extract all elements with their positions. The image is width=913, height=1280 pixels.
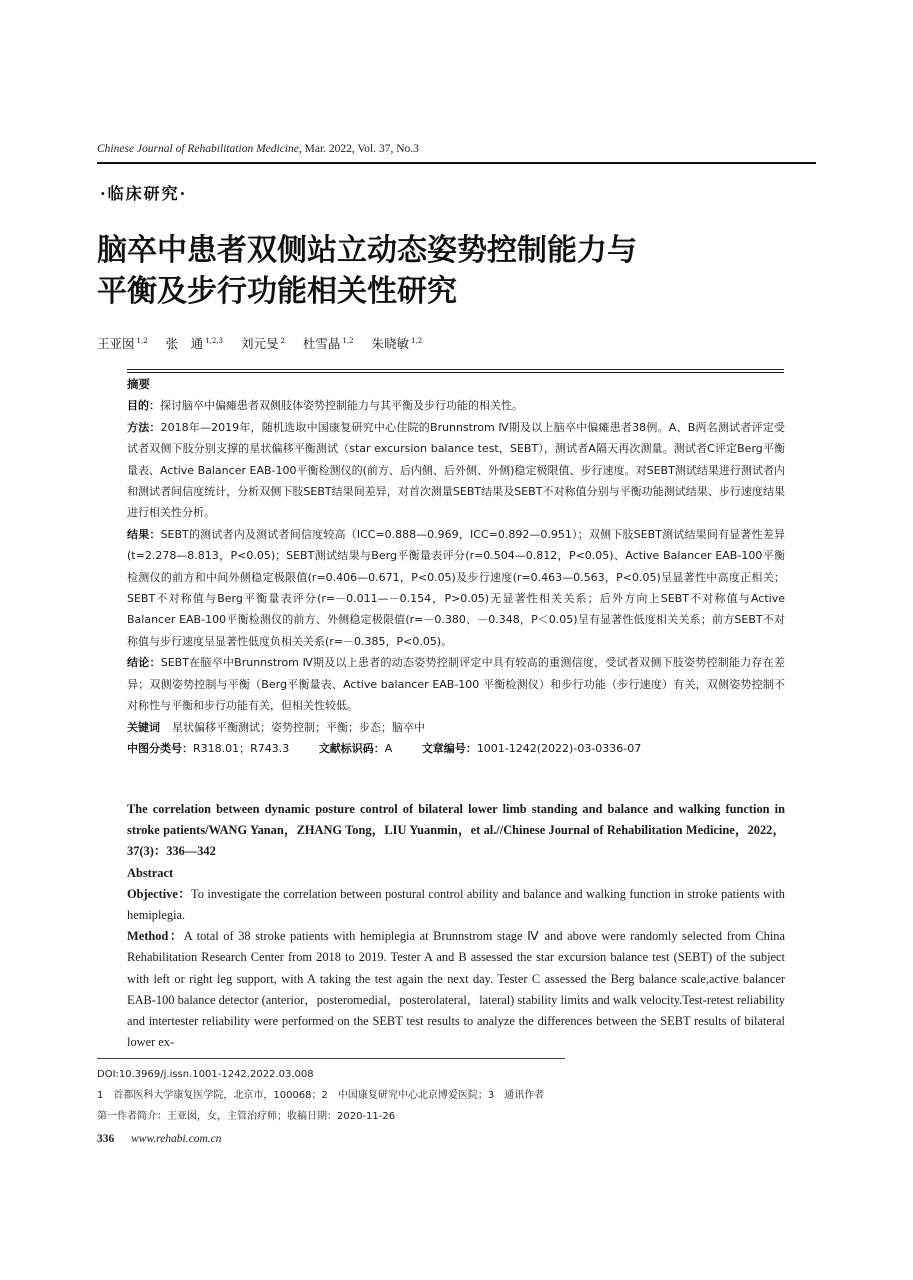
journal-name: Chinese Journal of Rehabilitation Medicine, bbox=[97, 143, 302, 155]
title-line-2: 平衡及步行功能相关性研究 bbox=[97, 274, 457, 309]
author: 王亚囡 $^{1,2}$ bbox=[97, 336, 148, 351]
section-tag: ·临床研究· bbox=[100, 184, 188, 203]
en-method: Method：A total of 38 stroke patients with hemiplegia at Brunnstrom stage Ⅳ and above were randomly selected from China Rehabilitation Research Center from 2018 to 2019. Tester A and B assessed the star excursion balance test (SEBT) of the subject with left or right leg support, with A taking the test again the next day. Tester C assessed the Berg balance scale,active balancer EAB-100 balance detector (anterior，posteromedial，posterolateral，lateral) stability limits and walk velocity.Test-retest reliability and intertester reliability were performed on the SEBT test results to analyze the differences between the SEBT results of bilateral lower ex- bbox=[127, 929, 785, 1050]
author: 杜雪晶 $^{1,2}$ bbox=[302, 336, 354, 351]
abstract-rule bbox=[127, 369, 784, 370]
author: 朱晓敏 $^{1,2}$ bbox=[371, 336, 423, 351]
en-abstract bbox=[127, 799, 785, 1053]
author-list bbox=[97, 334, 436, 352]
classification-row: 中图分类号：R318.01；R743.3 文献标识码：A 文章编号：1001-1242(2022)-03-0336-07 bbox=[127, 741, 642, 755]
en-objective: Objective：To investigate the correlation between postural control ability and balance and walking function in stroke patients with hemiplegia. bbox=[127, 886, 785, 923]
abstract-rule bbox=[127, 372, 784, 373]
journal-url: www.rehabi.com.cn bbox=[131, 1133, 222, 1145]
cn-conclusion: 结论：SEBT在脑卒中Brunnstrom Ⅳ期及以上患者的动态姿势控制评定中具有较高的重测信度，受试者双侧下肢姿势控制能力存在差异；双侧姿势控制与平衡（Berg平衡量表、Active balancer EAB-100 平衡检测仪）和步行功能（步行速度）有关，双侧姿势控制不对称性与平衡和步行功能有关，但相关性较低。 bbox=[127, 656, 785, 713]
page-number: 336 bbox=[97, 1133, 115, 1145]
first-author-info: 第一作者简介：王亚囡，女，主管治疗师；收稿日期：2020-11-26 bbox=[97, 1111, 396, 1122]
en-abstract-heading: Abstract bbox=[127, 865, 174, 880]
cn-result: 结果：SEBT的测试者内及测试者间信度较高（ICC=0.888—0.969，ICC=0.892—0.951）；双侧下肢SEBT测试结果间有显著性差异(t=2.278—8.813，P<0.05)；SEBT测试结果与Berg平衡量表评分(r=0.504—0.812，P<0.05)、Active Balancer EAB-100平衡检测仪的前方和中间外侧稳定极限值(r=0.406—0.671，P<0.05)及步行速度(r=0.463—0.563，P<0.05)呈显著性中高度正相关；SEBT不对称值与Berg平衡量表评分(r=－0.011—－0.154，P>0.05)无显著性相关关系；后外方向上SEBT不对称值与Active Balancer EAB-100平衡检测仪的前方、外侧稳定极限值(r=－0.380、－0.348，P＜0.05)呈有显著性低度相关关系；前方SEBT不对称值与步行速度呈显著性低度负相关关系(r=－0.385，P<0.05)。 bbox=[127, 527, 785, 648]
en-article-title: The correlation between dynamic posture control of bilateral lower limb standing and balance and walking function in stroke patients/WANG Yanan，ZHANG Tong，LIU Yuanmin，et al.//Chinese Journal of Rehabilitation Medicine，2022，37(3)：336—342 bbox=[127, 802, 785, 859]
page-footer bbox=[97, 1133, 222, 1145]
header-rule bbox=[97, 162, 816, 164]
doi: DOI:10.3969/j.issn.1001-1242.2022.03.008 bbox=[97, 1069, 314, 1080]
author: 张 通 $^{1,2,3}$ bbox=[165, 336, 223, 351]
journal-issue: Mar. 2022, Vol. 37, No.3 bbox=[304, 143, 419, 155]
author: 刘元旻 $^2$ bbox=[240, 336, 285, 351]
article-title bbox=[97, 230, 817, 312]
cn-objective: 目的：探讨脑卒中偏瘫患者双侧肢体姿势控制能力与其平衡及步行功能的相关性。 bbox=[127, 399, 523, 413]
running-header bbox=[97, 143, 419, 155]
cn-method: 方法：2018年—2019年，随机选取中国康复研究中心住院的Brunnstrom Ⅳ期及以上脑卒中偏瘫患者38例。A、B两名测试者评定受试者双侧下肢分别支撑的星状偏移平衡测试（star excursion balance test，SEBT），测试者A隔天再次测量。测试者C评定Berg平衡量表、Active Balancer EAB-100平衡检测仪的(前方、后内侧、后外侧、外侧)稳定极限值、步行速度。对SEBT测试结果进行测试者内和测试者间信度统计，分析双侧下肢SEBT结果间差异，对首次测量SEBT结果及SEBT不对称值分别与平衡功能测试结果、步行速度结果进行相关性分析。 bbox=[127, 420, 785, 520]
footnote-rule bbox=[97, 1058, 565, 1059]
cn-keywords: 关键词 星状偏移平衡测试；姿势控制；平衡；步态；脑卒中 bbox=[127, 720, 425, 734]
footnotes bbox=[97, 1064, 797, 1127]
cn-abstract-heading: 摘要 bbox=[127, 377, 150, 391]
affiliations: 1 首都医科大学康复医学院，北京市，100068；2 中国康复研究中心北京博爱医院；3 通讯作者 bbox=[97, 1090, 545, 1101]
title-line-1: 脑卒中患者双侧站立动态姿势控制能力与 bbox=[97, 233, 637, 268]
cn-abstract bbox=[127, 374, 785, 759]
